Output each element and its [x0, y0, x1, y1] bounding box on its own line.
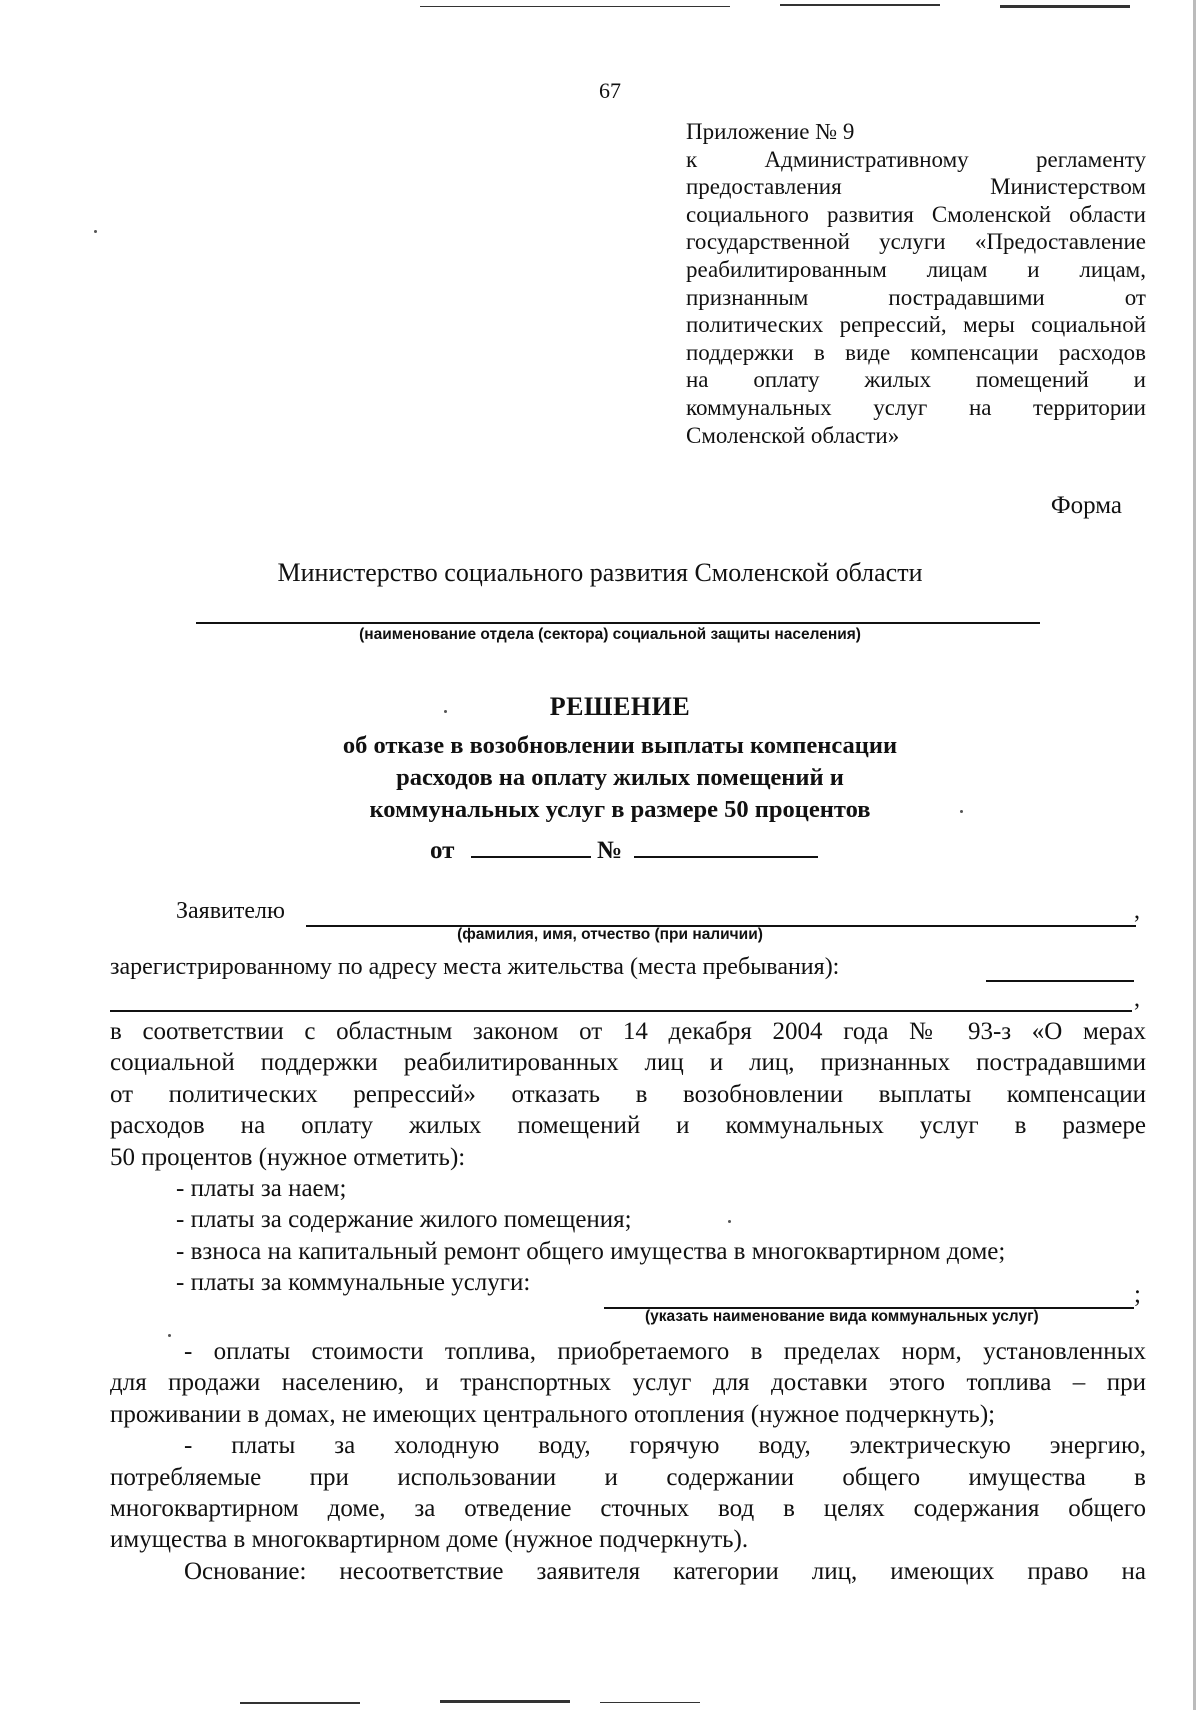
scan-artifact-top — [780, 4, 940, 6]
ministry-name: Министерство социального развития Смоленской области — [277, 558, 923, 587]
annex-line: коммунальных услуг на территории — [686, 394, 1146, 420]
paragraph-line: расходов на оплату жилых помещений и коммунальных услуг в размере — [110, 1112, 1146, 1140]
address-field[interactable] — [986, 980, 1134, 982]
scan-artifact-top — [1000, 5, 1130, 8]
list-item: - взноса на капитальный ремонт общего имущества в многоквартирном доме; — [176, 1237, 1006, 1265]
decision-title: РЕШЕНИЕ — [549, 692, 691, 721]
paragraph-line: в соответствии с областным законом от 14 декабря 2004 года № 93-з «О мерах — [110, 1018, 1146, 1045]
fuel-line: для продажи населению, и транспортных услуг для доставки этого топлива – при — [110, 1369, 1146, 1397]
annex-line: на оплату жилых помещений и — [686, 367, 1146, 393]
date-blank-field[interactable] — [471, 834, 591, 858]
paragraph-line: от политических репрессий» отказать в возобновлении выплаты компенсации — [110, 1080, 1146, 1108]
scan-artifact-bottom — [440, 1700, 570, 1703]
list-item: - платы за коммунальные услуги: — [176, 1269, 531, 1297]
date-prefix: от — [430, 837, 455, 864]
decision-subtitle-line: расходов на оплату жилых помещений и — [396, 764, 844, 791]
annex-line: реабилитированным лицам и лицам, — [686, 256, 1146, 282]
scan-dot — [94, 230, 97, 233]
annex-line: поддержки в виде компенсации расходов — [686, 339, 1146, 365]
address-field-continuation[interactable] — [110, 1010, 1132, 1012]
water-line: многоквартирном доме, за отведение сточных вод в целях содержания общего — [110, 1495, 1146, 1523]
decision-subtitle-line: коммунальных услуг в размере 50 процентов — [369, 796, 871, 823]
water-line: имущества в многоквартирном доме (нужное подчеркнуть). — [110, 1526, 749, 1554]
applicant-label: Заявителю — [176, 898, 285, 924]
annex-line: политических репрессий, меры социальной — [686, 312, 1146, 338]
scan-artifact-bottom — [600, 1702, 700, 1703]
annex-line: предоставления Министерством — [686, 174, 1146, 200]
utilities-caption: (указать наименование вида коммунальных услуг) — [645, 1308, 1039, 1325]
page-number: 67 — [599, 78, 621, 103]
annex-line: к Административному регламенту — [686, 146, 1146, 172]
annex-line: Смоленской области» — [686, 422, 900, 448]
department-caption: (наименование отдела (сектора) социальной защиты населения) — [359, 626, 861, 643]
paragraph-line: 50 процентов (нужное отметить): — [110, 1143, 466, 1171]
decision-date-row — [430, 834, 818, 865]
utilities-semicolon: ; — [1134, 1281, 1141, 1308]
annex-line: государственной услуги «Предоставление — [686, 229, 1146, 255]
annex-header — [686, 118, 1146, 449]
scan-artifact-bottom — [240, 1702, 360, 1704]
department-field-line — [196, 622, 1040, 624]
annex-line: социального развития Смоленской области — [686, 201, 1146, 227]
form-label: Форма — [1050, 492, 1122, 519]
decision-subtitle-line: об отказе в возобновлении выплаты компенсации — [342, 732, 898, 759]
decision-body — [110, 1016, 1146, 1299]
water-line: потребляемые при использовании и содержании общего имущества в — [110, 1463, 1146, 1491]
fuel-line: - оплаты стоимости топлива, приобретаемого в пределах норм, установленных — [184, 1338, 1146, 1365]
fuel-line: проживании в домах, не имеющих центрального отопления (нужное подчеркнуть); — [110, 1400, 996, 1428]
address-label: зарегистрированному по адресу места жительства (места пребывания): — [110, 954, 840, 980]
list-item: - платы за наем; — [176, 1175, 347, 1203]
address-comma: , — [1134, 986, 1140, 1012]
water-line: - платы за холодную воду, горячую воду, электрическую энергию, — [184, 1432, 1146, 1460]
scan-artifact-top — [420, 6, 730, 7]
fio-caption: (фамилия, имя, отчество (при наличии) — [457, 926, 763, 943]
number-sign: № — [596, 837, 623, 864]
annex-line: признанным пострадавшими от — [686, 284, 1146, 310]
paragraph-line: социальной поддержки реабилитированных лиц и лиц, признанных пострадавшими — [110, 1049, 1146, 1077]
basis-line: Основание: несоответствие заявителя категории лиц, имеющих право на — [184, 1557, 1146, 1585]
number-blank-field[interactable] — [634, 834, 818, 858]
decision-subtitle — [0, 730, 1200, 826]
applicant-comma: , — [1134, 898, 1140, 924]
annex-title: Приложение № 9 — [686, 119, 855, 144]
scan-edge — [1193, 0, 1196, 1710]
decision-body-continued — [110, 1336, 1146, 1587]
list-item: - платы за содержание жилого помещения; — [176, 1206, 632, 1234]
